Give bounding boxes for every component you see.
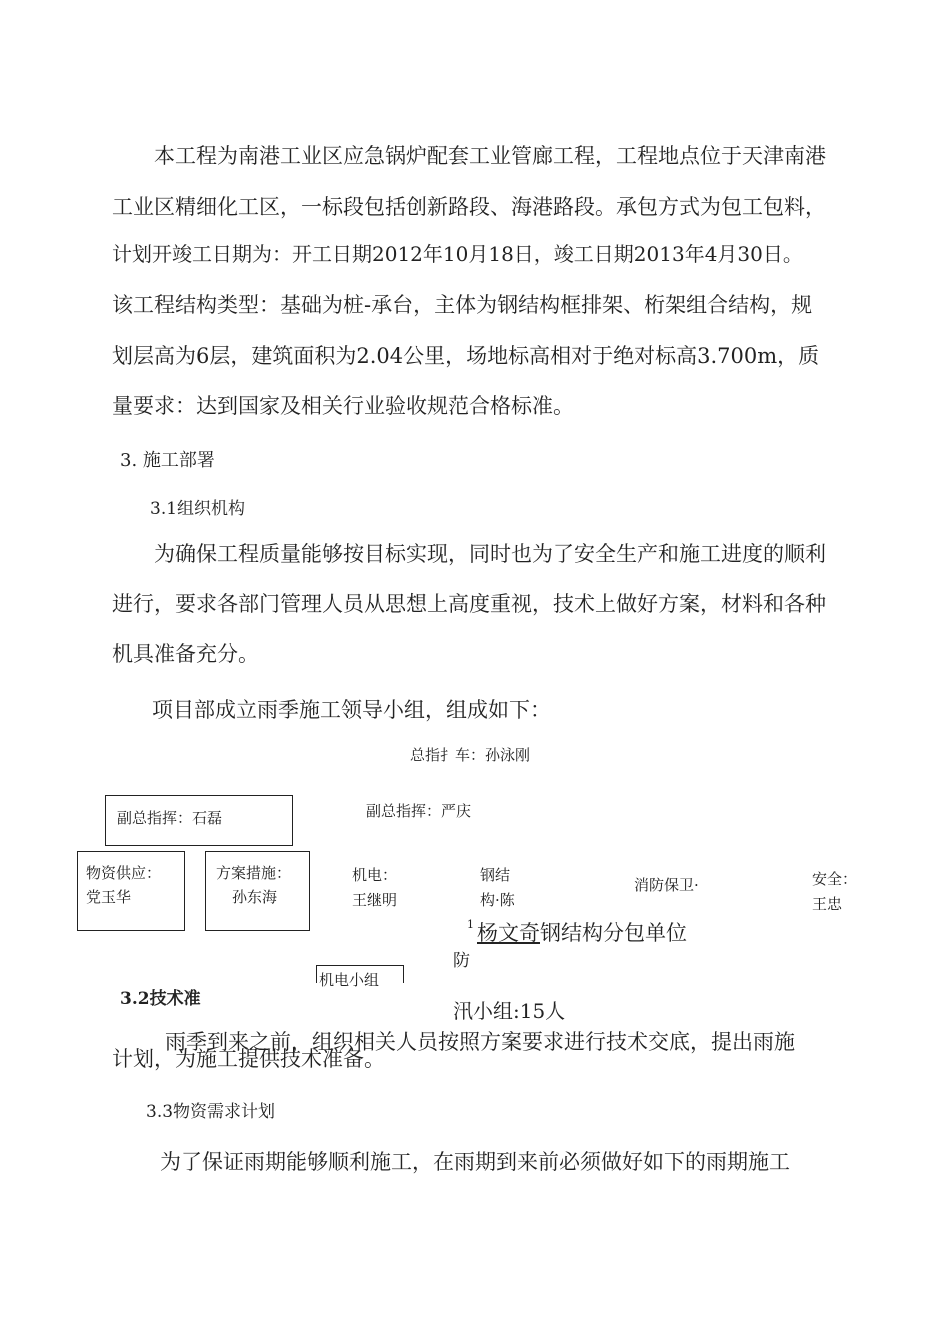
mech-group-box	[316, 965, 404, 989]
section-3-heading: 3. 施工部署	[120, 450, 215, 471]
intro-line-3: 计划开竣工日期为：开工日期2012年10月18日，竣工日期2013年4月30日。	[112, 242, 803, 266]
mech-group-label: 机电小组	[319, 971, 380, 989]
yang-name: 杨文奇	[477, 921, 540, 945]
tech-line-1-clip	[165, 1026, 805, 1054]
yang-rest: 钢结构分包单位	[540, 921, 687, 945]
safety-title: 安全：	[812, 870, 858, 888]
safety-name-clip	[812, 893, 862, 913]
fang-label: 防	[453, 951, 470, 971]
intro-line-6: 量要求：达到国家及相关行业验收规范合格标准。	[112, 394, 574, 418]
fire-label: 消防保卫·	[634, 876, 699, 894]
tech-line-1: 雨季到来之前，组织相关人员按照方案要求进行技术交底，提出雨施	[165, 1030, 795, 1054]
footnote-mark: 1	[467, 918, 474, 931]
section-3-2-clip	[120, 984, 230, 1009]
org-para-line-3: 机具准备充分。	[112, 642, 259, 666]
steel-name-clip	[480, 889, 540, 909]
plan-title: 方案措施：	[216, 864, 292, 882]
deputy2-label: 副总指挥：严庆	[366, 802, 472, 820]
supply-title: 物资供应：	[86, 864, 162, 882]
intro-line-5: 划层高为6层，建筑面积为2.04公里，场地标高相对于绝对标高3.700m，质	[112, 344, 820, 368]
yang-line	[477, 917, 687, 947]
supply-box	[77, 851, 185, 931]
deputy2-clip	[366, 800, 506, 820]
intro-line-2: 工业区精细化工区，一标段包括创新路段、海港路段。承包方式为包工包料，	[112, 195, 826, 219]
steel-title: 钢结	[480, 866, 511, 884]
steel-name: 构·陈	[480, 891, 515, 909]
section-3-1-heading: 3.1组织机构	[150, 499, 246, 519]
plan-box	[205, 851, 310, 931]
mech-name: 王继明	[352, 891, 398, 909]
section-3-3-heading: 3.3物资需求计划	[146, 1102, 276, 1122]
mech-name-clip	[352, 889, 422, 909]
intro-line-1: 本工程为南港工业区应急锅炉配套工业管廊工程，工程地点位于天津南港	[154, 144, 826, 168]
tech-line-2: 计划，为施工提供技术准备。	[112, 1047, 385, 1071]
org-para-line-2: 进行，要求各部门管理人员从思想上高度重视，技术上做好方案，材料和各种	[112, 592, 826, 616]
section-3-2-heading: 3.2技术准	[120, 989, 201, 1009]
mech-title: 机电：	[352, 866, 398, 884]
supply-name: 党玉华	[86, 888, 132, 906]
deputy1-box	[105, 795, 293, 846]
deputy1-label: 副总指挥：石磊	[117, 809, 223, 827]
flood-group-label: 汛小组:15人	[453, 999, 566, 1023]
team-intro: 项目部成立雨季施工领导小组，组成如下：	[152, 698, 551, 722]
plan-name: 孙东海	[232, 888, 278, 906]
supply-line-1: 为了保证雨期能够顺利施工，在雨期到来前必须做好如下的雨期施工	[160, 1150, 790, 1174]
org-para-line-1: 为确保工程质量能够按目标实现，同时也为了安全生产和施工进度的顺利	[154, 542, 826, 566]
intro-line-4: 该工程结构类型：基础为桩-承台，主体为钢结构框排架、桁架组合结构，规	[112, 293, 813, 317]
commander-label: 总指扌车：孙泳刚	[410, 746, 531, 764]
safety-name: 王忠	[812, 895, 843, 913]
fire-clip	[634, 874, 734, 894]
